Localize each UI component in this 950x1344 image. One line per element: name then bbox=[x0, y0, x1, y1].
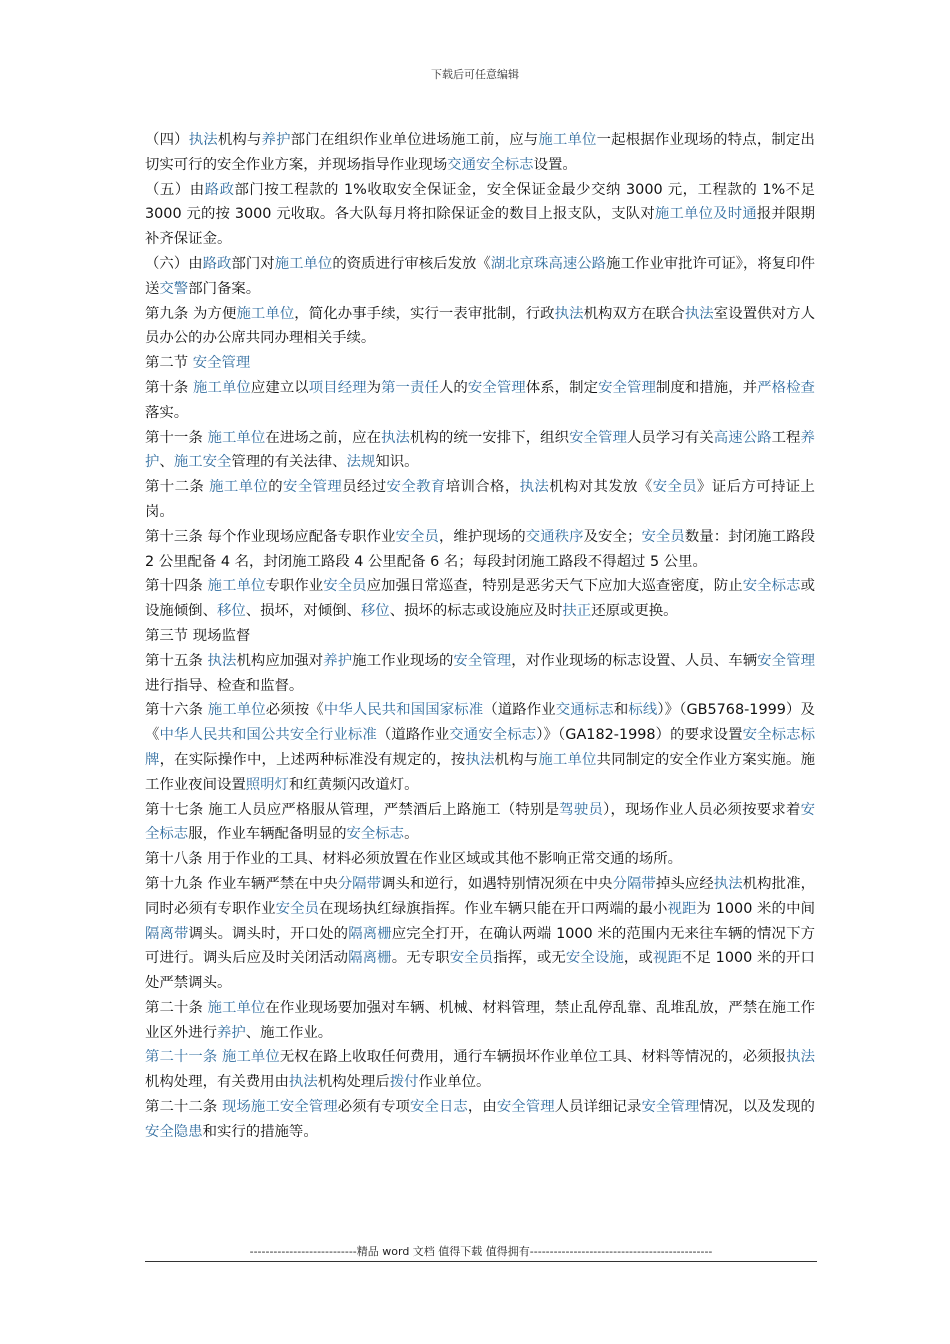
paragraph-text: 第十三条 每个作业现场应配备专职作业 bbox=[145, 528, 396, 545]
keyword-link[interactable]: 执法 bbox=[188, 132, 218, 148]
paragraph-text: 第十九条 作业车辆严禁在中央 bbox=[145, 875, 338, 892]
keyword-link[interactable]: 执法 bbox=[786, 1049, 815, 1066]
paragraph-text: 数量：封闭施工路段 2 公里配备 4 名，封闭施工路段 4 公里配备 6 名；每段封闭施工路段不得超过 5 公里。 bbox=[145, 528, 815, 570]
paragraph-text: 第十条 bbox=[145, 379, 194, 396]
keyword-link[interactable]: 安全管理 bbox=[569, 429, 627, 446]
paragraph-text: 机构与 bbox=[217, 132, 262, 148]
keyword-link[interactable]: 标线 bbox=[628, 702, 658, 719]
paragraph-text: ），现场作业人员必须按要求着 bbox=[603, 801, 801, 818]
paragraph-text: 知识。 bbox=[375, 454, 419, 471]
keyword-link[interactable]: 执法 bbox=[465, 751, 495, 768]
paragraph-text: （五）由 bbox=[145, 181, 205, 198]
paragraph-text: 工程 bbox=[771, 429, 801, 446]
paragraph-text: 的资质进行审核后发放《 bbox=[332, 255, 491, 272]
keyword-link[interactable]: 施工单位及时通 bbox=[654, 206, 757, 223]
paragraph-text: 机构处理，有关费用由 bbox=[145, 1074, 289, 1091]
paragraph-text: （六）由 bbox=[145, 255, 203, 272]
keyword-link[interactable]: 执法 bbox=[288, 1074, 318, 1091]
keyword-link[interactable]: 交通安全标志 bbox=[447, 156, 534, 173]
paragraph-text: 为 bbox=[366, 379, 382, 396]
paragraph-text: 服，作业车辆配备明显的 bbox=[188, 826, 347, 843]
paragraph bbox=[145, 525, 815, 575]
paragraph-text: 第十一条 bbox=[145, 429, 208, 446]
keyword-link[interactable]: 安全管理 bbox=[453, 652, 512, 669]
keyword-link[interactable]: 视距 bbox=[667, 900, 697, 917]
paragraph bbox=[145, 351, 815, 376]
paragraph-text: 作业单位。 bbox=[418, 1074, 491, 1091]
paragraph-text: 人员学习有关 bbox=[626, 429, 714, 446]
paragraph bbox=[145, 475, 815, 525]
paragraph bbox=[145, 798, 815, 848]
keyword-link[interactable]: 执法 bbox=[684, 305, 714, 322]
keyword-link[interactable]: 施工单位 bbox=[538, 132, 597, 148]
paragraph-text: 员经过 bbox=[342, 479, 387, 496]
keyword-link[interactable]: 视距 bbox=[652, 950, 682, 967]
keyword-link[interactable]: 第一责任 bbox=[381, 379, 439, 396]
keyword-link[interactable]: 现场施工安全管理 bbox=[221, 1099, 338, 1116]
keyword-link[interactable]: 严格检查 bbox=[757, 379, 815, 396]
keyword-link[interactable]: 养护 bbox=[261, 132, 291, 148]
keyword-link[interactable]: 执法 bbox=[381, 429, 410, 446]
paragraph-text: 不足 1000 米的开口处严禁调头。 bbox=[145, 950, 815, 992]
paragraph-text: 第二十条 bbox=[145, 999, 208, 1016]
paragraph-text: 落实。 bbox=[145, 404, 189, 421]
paragraph-text: 机构应加强对 bbox=[236, 652, 324, 669]
paragraph bbox=[145, 872, 815, 996]
paragraph-text: 。无专职 bbox=[391, 950, 450, 967]
keyword-link[interactable]: 施工单位 bbox=[236, 305, 295, 322]
keyword-link[interactable]: 养护 bbox=[323, 652, 353, 669]
paragraph bbox=[145, 252, 815, 302]
paragraph-text: 在进场之前，应在 bbox=[265, 429, 382, 446]
paragraph-text: （四） bbox=[145, 132, 189, 148]
keyword-link[interactable]: 执法 bbox=[207, 652, 237, 669]
page-header: 下载后可任意编辑 bbox=[431, 68, 519, 81]
paragraph-text: ，对作业现场的标志设置、人员、车辆 bbox=[511, 652, 758, 669]
paragraph-text: 部门对 bbox=[231, 255, 275, 272]
keyword-link[interactable]: 安全管理 bbox=[641, 1099, 700, 1116]
paragraph-text: 机构与 bbox=[494, 751, 539, 768]
paragraph-text: ）》（GA182-1998）的要求设置 bbox=[536, 727, 743, 744]
paragraph-text: 指挥，或无 bbox=[493, 950, 566, 967]
paragraph-text: 人的 bbox=[438, 379, 468, 396]
keyword-link[interactable]: 高速公路 bbox=[713, 429, 772, 446]
paragraph-text: 、损坏的标志或设施应及时 bbox=[389, 603, 563, 620]
paragraph-text: 必须按《 bbox=[265, 702, 324, 719]
keyword-link[interactable]: 施工单位 bbox=[207, 578, 266, 595]
paragraph-text: 》证后方可持证上岗。 bbox=[145, 479, 815, 520]
keyword-link[interactable]: 法规 bbox=[346, 454, 376, 471]
paragraph-text: 体系，制定 bbox=[525, 379, 599, 396]
paragraph bbox=[145, 574, 815, 624]
paragraph-text: 室设置供对方人员办公的办公席共同办理相关手续。 bbox=[145, 305, 815, 347]
keyword-link[interactable]: 分隔带 bbox=[612, 875, 656, 892]
keyword-link[interactable]: 安全管理 bbox=[192, 355, 251, 372]
paragraph-text: 和实行的措施等。 bbox=[202, 1123, 318, 1140]
keyword-link[interactable]: 安全隐患 bbox=[145, 1123, 203, 1140]
keyword-link[interactable]: 安全标志 bbox=[742, 578, 801, 595]
paragraph-text: 应加强日常巡查，特别是恶劣天气下应加大巡查密度，防止 bbox=[366, 578, 743, 595]
paragraph bbox=[145, 624, 815, 649]
keyword-link[interactable]: 安全标志标牌 bbox=[145, 727, 815, 768]
keyword-link[interactable]: 施工单位 bbox=[207, 999, 266, 1016]
keyword-link[interactable]: 驾驶员 bbox=[559, 801, 604, 818]
paragraph-text: 制度和措施，并 bbox=[655, 379, 758, 396]
keyword-link[interactable]: 项目经理 bbox=[308, 379, 367, 396]
keyword-link[interactable]: 养护 bbox=[216, 1024, 246, 1041]
paragraph-text: 第二节 bbox=[145, 355, 193, 372]
keyword-link[interactable]: 安全管理 bbox=[757, 652, 815, 669]
paragraph-text: 和红黄频闪改道灯。 bbox=[288, 776, 419, 793]
paragraph-text: 管理的有关法律、 bbox=[231, 454, 347, 471]
keyword-link[interactable]: 执法 bbox=[519, 479, 550, 496]
paragraph-text: 、损坏，对倾倒、 bbox=[245, 603, 361, 620]
paragraph-text: ，维护现场的 bbox=[438, 528, 526, 545]
keyword-link[interactable]: 安全日志 bbox=[410, 1099, 468, 1116]
paragraph-text: 的 bbox=[268, 479, 284, 496]
paragraph-text: ，在实际操作中，上述两种标准没有规定的，按 bbox=[159, 751, 466, 768]
keyword-link[interactable]: 养护 bbox=[145, 429, 815, 471]
paragraph-text: 和 bbox=[613, 702, 629, 719]
keyword-link[interactable]: 移位 bbox=[360, 603, 390, 620]
paragraph-text: 无权在路上收取任何费用，通行车辆损坏作业单位工具、材料等情况的，必须报 bbox=[279, 1049, 787, 1066]
keyword-link[interactable]: 移位 bbox=[216, 603, 246, 620]
keyword-link[interactable]: 安全员 bbox=[641, 528, 685, 545]
paragraph-text: 部门在组织作业单位进场施工前，应与 bbox=[290, 132, 539, 148]
paragraph-text: 共同制定的安全作业方案实施。施工作业夜间设置 bbox=[145, 751, 815, 793]
keyword-link[interactable]: 隔离栅 bbox=[348, 950, 392, 967]
paragraph-text: 、施工作业。 bbox=[245, 1024, 333, 1041]
paragraph-text: ，简化办事手续，实行一表审批制，行政 bbox=[294, 305, 555, 322]
paragraph bbox=[145, 698, 815, 797]
paragraph-text: 报并限期补齐保证金。 bbox=[145, 206, 815, 248]
keyword-link[interactable]: 中华人民共和国国家标准 bbox=[323, 702, 484, 719]
keyword-link[interactable]: 安全员 bbox=[652, 479, 698, 496]
paragraph-text: 还原或更换。 bbox=[591, 603, 678, 620]
paragraph-text: 进行指导、检查和监督。 bbox=[145, 677, 304, 694]
paragraph bbox=[145, 178, 815, 252]
keyword-link[interactable]: 中华人民共和国公共安全行业标准 bbox=[159, 727, 377, 744]
paragraph-text: ）》（GB5768-1999）及《 bbox=[145, 702, 815, 744]
keyword-link[interactable]: 施工单位 bbox=[207, 702, 266, 719]
keyword-link[interactable]: 安全管理 bbox=[283, 479, 343, 496]
keyword-link[interactable]: 安全员 bbox=[275, 900, 320, 917]
paragraph bbox=[145, 128, 815, 178]
paragraph-text: 机构批准，同时必须有专职作业 bbox=[145, 875, 815, 917]
footer-divider bbox=[145, 1261, 817, 1262]
keyword-link[interactable]: 分隔带 bbox=[337, 875, 382, 892]
paragraph-text: 、 bbox=[159, 454, 174, 471]
paragraph-text: 或设施倾倒、 bbox=[145, 578, 815, 620]
keyword-link[interactable]: 施工单位 bbox=[193, 379, 251, 396]
paragraph-text: 第十四条 bbox=[145, 578, 208, 595]
keyword-link[interactable]: 安全管理 bbox=[496, 1099, 555, 1116]
keyword-link[interactable]: 施工单位 bbox=[209, 479, 269, 496]
paragraph-text: 应建立以 bbox=[250, 379, 309, 396]
paragraph-text: 第三节 现场监督 bbox=[145, 627, 251, 644]
paragraph bbox=[145, 847, 815, 872]
paragraph-text: 施工作业现场的 bbox=[352, 652, 454, 669]
paragraph-text: 施工作业审批许可证》，将复印件送 bbox=[145, 255, 815, 297]
paragraph-text: 第十六条 bbox=[145, 702, 208, 719]
paragraph-text: 第十八条 用于作业的工具、材料必须放置在作业区域或其他不影响正常交通的场所。 bbox=[145, 851, 683, 868]
keyword-link[interactable]: 安全设施 bbox=[565, 950, 624, 967]
paragraph-text: 为 1000 米的中间 bbox=[696, 900, 815, 917]
keyword-link[interactable]: 安全员 bbox=[449, 950, 494, 967]
paragraph-text: 必须有专项 bbox=[337, 1099, 411, 1116]
paragraph bbox=[145, 1045, 815, 1095]
keyword-link[interactable]: 交通安全标志 bbox=[449, 727, 537, 744]
paragraph-text: 机构双方在联合 bbox=[583, 305, 685, 322]
document-body bbox=[145, 128, 815, 1145]
paragraph-text: 。 bbox=[404, 826, 419, 843]
paragraph bbox=[145, 426, 815, 476]
paragraph-text: 第十二条 bbox=[145, 479, 210, 496]
keyword-link[interactable]: 安全标志 bbox=[145, 801, 815, 843]
paragraph bbox=[145, 376, 815, 426]
keyword-link[interactable]: 路政 bbox=[202, 255, 232, 272]
paragraph-text: 第十五条 bbox=[145, 652, 208, 669]
paragraph-text: 掉头应经 bbox=[655, 875, 714, 892]
paragraph-text: 应完全打开，在确认两端 1000 米的范围内无来往车辆的情况下方可进行。调头后应及时关闭活动 bbox=[145, 925, 815, 967]
keyword-link[interactable]: 湖北京珠高速公路 bbox=[490, 255, 607, 272]
paragraph-text: 在作业现场要加强对车辆、机械、材料管理，禁止乱停乱靠、乱堆乱放，严禁在施工作业区外进行 bbox=[145, 999, 815, 1041]
keyword-link[interactable]: 路政 bbox=[204, 181, 235, 198]
paragraph bbox=[145, 649, 815, 699]
paragraph-text: 机构对其发放《 bbox=[549, 479, 653, 496]
keyword-link[interactable]: 施工单位 bbox=[538, 751, 597, 768]
paragraph bbox=[145, 996, 815, 1046]
keyword-link[interactable]: 安全教育 bbox=[386, 479, 446, 496]
paragraph-text: 一起根据作业现场的特点，制定出切实可行的安全作业方案，并现场指导作业现场 bbox=[145, 132, 815, 173]
keyword-link[interactable]: 交通秩序 bbox=[525, 528, 584, 545]
paragraph-text: 调头和逆行，如遇特别情况须在中央 bbox=[381, 875, 613, 892]
paragraph-text: 第二十二条 bbox=[145, 1099, 222, 1116]
paragraph-text: 人员详细记录 bbox=[554, 1099, 642, 1116]
keyword-link[interactable]: 第二十一条 bbox=[145, 1049, 218, 1066]
keyword-link[interactable]: 施工安全 bbox=[173, 454, 232, 471]
keyword-link[interactable]: 隔离栅 bbox=[348, 925, 392, 942]
paragraph-text: 培训合格， bbox=[445, 479, 520, 496]
paragraph-text: 调头。调头时，开口处的 bbox=[188, 925, 349, 942]
keyword-link[interactable]: 安全管理 bbox=[467, 379, 526, 396]
keyword-link[interactable]: 隔离带 bbox=[145, 925, 189, 942]
paragraph-text: 情况，以及发现的 bbox=[699, 1099, 815, 1116]
keyword-link[interactable]: 施工单位 bbox=[221, 1049, 280, 1066]
paragraph-text: 部门按工程款的 1%收取安全保证金，安全保证金最少交纳 3000 元，工程款的 1%不足 3000 元的按 3000 元收取。各大队每月将扣除保证金的数目上报支队，支队对 bbox=[145, 181, 815, 223]
paragraph-text: ，或 bbox=[623, 950, 653, 967]
paragraph-text: 机构处理后 bbox=[317, 1074, 390, 1091]
paragraph-text: 部门备案。 bbox=[188, 280, 261, 297]
keyword-link[interactable]: 执法 bbox=[554, 305, 584, 322]
paragraph-text: 在现场执红绿旗指挥。作业车辆只能在开口两端的最小 bbox=[319, 900, 668, 917]
keyword-link[interactable]: 施工单位 bbox=[274, 255, 333, 272]
keyword-link[interactable]: 照明灯 bbox=[245, 776, 289, 793]
keyword-link[interactable]: 安全员 bbox=[323, 578, 367, 595]
paragraph-text: （道路作业 bbox=[376, 727, 450, 744]
paragraph-text: （道路作业 bbox=[483, 702, 556, 719]
keyword-link[interactable]: 交通标志 bbox=[555, 702, 614, 719]
paragraph bbox=[145, 302, 815, 352]
paragraph-text: 设置。 bbox=[533, 156, 577, 173]
keyword-link[interactable]: 交警 bbox=[159, 280, 189, 297]
keyword-link[interactable]: 拨付 bbox=[389, 1074, 419, 1091]
keyword-link[interactable]: 施工单位 bbox=[207, 429, 266, 446]
keyword-link[interactable]: 安全管理 bbox=[598, 379, 656, 396]
keyword-link[interactable]: 安全员 bbox=[395, 528, 439, 545]
keyword-link[interactable]: 安全标志 bbox=[346, 826, 405, 843]
paragraph-text: ，由 bbox=[467, 1099, 497, 1116]
paragraph-text: 机构的统一安排下，组织 bbox=[410, 429, 570, 446]
paragraph bbox=[145, 1095, 815, 1145]
keyword-link[interactable]: 扶正 bbox=[562, 603, 592, 620]
paragraph-text: 专职作业 bbox=[265, 578, 324, 595]
page-footer: ---------------------------精品 word 文档 值得下载 值得拥有---------------------------------------------- bbox=[249, 1245, 713, 1258]
paragraph-text: 第九条 为方便 bbox=[145, 305, 237, 322]
paragraph-text: 及安全； bbox=[583, 528, 642, 545]
paragraph-text: 第十七条 施工人员应严格服从管理，严禁酒后上路施工（特别是 bbox=[145, 801, 560, 818]
keyword-link[interactable]: 执法 bbox=[713, 875, 743, 892]
